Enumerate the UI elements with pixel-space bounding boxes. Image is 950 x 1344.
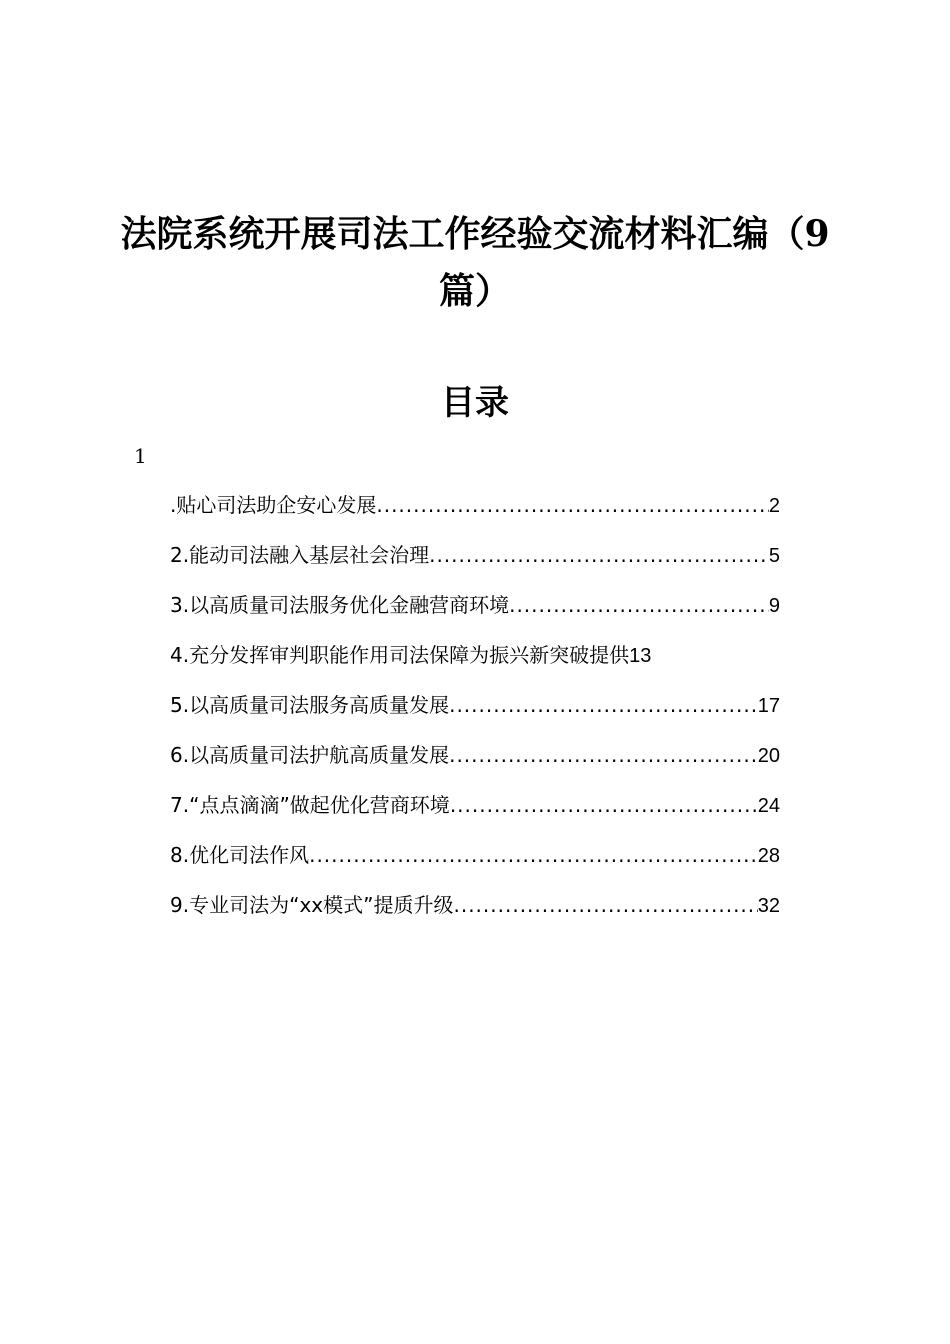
toc-entry[interactable] bbox=[170, 787, 780, 837]
toc-dot-leader bbox=[453, 887, 757, 923]
toc-entry-title: 8.优化司法作风 bbox=[170, 843, 310, 867]
toc-entry-title: 4.充分发挥审判职能作用司法保障为振兴新突破提供 bbox=[170, 643, 630, 667]
list-number: 1 bbox=[134, 444, 147, 468]
toc-dot-leader bbox=[429, 537, 769, 573]
document-title: 法院系统开展司法工作经验交流材料汇编（9篇） bbox=[120, 213, 830, 312]
toc-dot-leader bbox=[376, 487, 769, 523]
toc-entry[interactable] bbox=[170, 487, 780, 537]
toc-page-number: 2 bbox=[768, 495, 780, 517]
toc-page-number: 9 bbox=[768, 595, 780, 617]
toc-entry-title: .贴心司法助企安心发展 bbox=[170, 493, 377, 517]
toc-page-number: 32 bbox=[757, 895, 780, 917]
toc-page-number: 28 bbox=[757, 845, 780, 867]
toc-entry[interactable] bbox=[170, 637, 780, 687]
toc-dot-leader bbox=[449, 687, 758, 723]
toc-entry-title: 6.以高质量司法护航高质量发展 bbox=[170, 743, 450, 767]
toc-page-number: 17 bbox=[757, 695, 780, 717]
toc-entry-title: 3.以高质量司法服务优化金融营商环境 bbox=[170, 593, 510, 617]
toc-page-number: 5 bbox=[768, 545, 780, 567]
toc-page-number: 20 bbox=[757, 745, 780, 767]
toc-dot-leader bbox=[509, 587, 769, 623]
toc-entry[interactable] bbox=[170, 737, 780, 787]
toc-entry-title: 2.能动司法融入基层社会治理 bbox=[170, 543, 430, 567]
toc-entry-title: 9.专业司法为“xx模式”提质升级 bbox=[170, 893, 454, 917]
toc-dot-leader bbox=[449, 737, 758, 773]
toc-entry[interactable] bbox=[170, 837, 780, 887]
toc-entry-title: 5.以高质量司法服务高质量发展 bbox=[170, 693, 450, 717]
toc-dot-leader bbox=[309, 837, 758, 873]
toc-entry[interactable] bbox=[170, 887, 780, 937]
table-of-contents bbox=[170, 487, 780, 937]
toc-entry-title: 7.“点点滴滴”做起优化营商环境 bbox=[170, 793, 450, 817]
toc-entry[interactable] bbox=[170, 687, 780, 737]
toc-page-number: 24 bbox=[757, 795, 780, 817]
toc-dot-leader bbox=[450, 787, 758, 823]
toc-entry[interactable] bbox=[170, 587, 780, 637]
toc-page-number: 13 bbox=[629, 645, 652, 667]
toc-entry[interactable] bbox=[170, 537, 780, 587]
toc-heading: 目录 bbox=[441, 383, 509, 423]
